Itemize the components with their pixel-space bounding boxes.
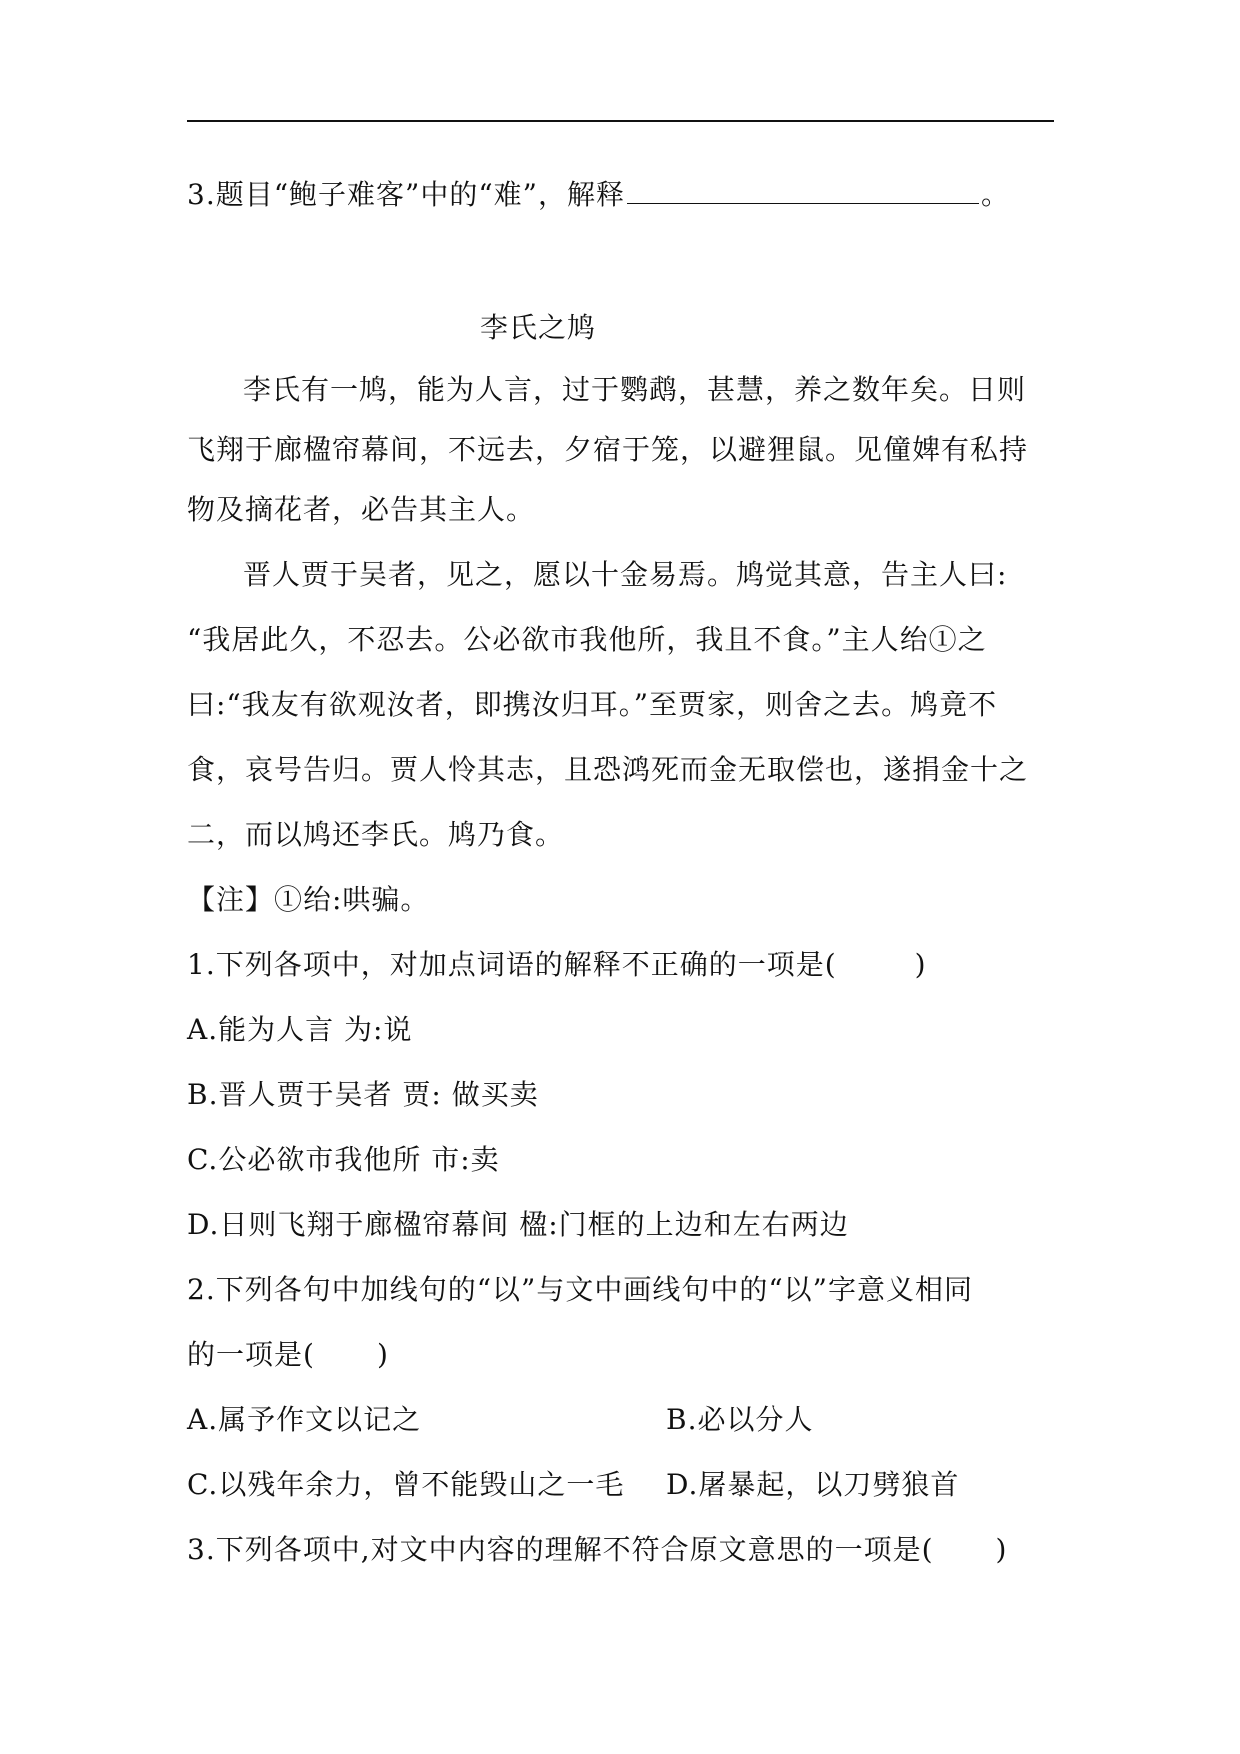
- passage-p2-line5: 二，而以鸠还李氏。鸠乃食。: [187, 818, 565, 851]
- passage-p1-line2: 飞翔于廊楹帘幕间，不远去，夕宿于笼，以避狸鼠。见僮婢有私持: [187, 433, 1029, 466]
- passage-p2-line2: “我居此久，不忍去。公必欲市我他所，我且不食。”主人绐①之: [187, 623, 987, 656]
- question-2-stem-line2: 的一项是( ): [187, 1338, 389, 1371]
- question-2-option-d: D.屠暴起，以刀劈狼首: [666, 1468, 960, 1501]
- answer-blank[interactable]: [627, 177, 979, 204]
- passage-p2-line1: 晋人贾于吴者，见之，愿以十金易焉。鸠觉其意，告主人曰:: [243, 558, 1008, 591]
- question-1-option-c: C.公必欲市我他所 市:卖: [187, 1143, 500, 1176]
- question-2-option-c: C.以残年余力，曾不能毁山之一毛: [187, 1468, 625, 1501]
- question-1-option-d: D.日则飞翔于廊楹帘幕间 楹:门框的上边和左右两边: [187, 1208, 849, 1241]
- passage-p2-line3: 曰:“我友有欲观汝者，即携汝归耳。”至贾家，则舍之去。鸠竟不: [187, 688, 998, 721]
- question-3-previous: 3.题目“鲍子难客”中的“难”，解释 。: [187, 178, 1010, 211]
- passage-note: 【注】①绐:哄骗。: [187, 883, 430, 916]
- header-rule: [187, 120, 1054, 122]
- passage-title: 李氏之鸠: [480, 311, 597, 344]
- question-3-stem: 3.下列各项中,对文中内容的理解不符合原文意思的一项是( ): [187, 1533, 1008, 1566]
- passage-p1-line1: 李氏有一鸠，能为人言，过于鹦鹉，甚慧，养之数年矣。日则: [243, 373, 1027, 406]
- question-2-option-a: A.属予作文以记之: [187, 1403, 422, 1436]
- passage-p1-line3: 物及摘花者，必告其主人。: [187, 493, 536, 526]
- question-2-stem-line1: 2.下列各句中加线句的“以”与文中画线句中的“以”字意义相同: [187, 1273, 973, 1306]
- passage-p2-line4: 食，哀号告归。贾人怜其志，且恐鸿死而金无取偿也，遂捐金十之: [187, 753, 1029, 786]
- question-1-option-b: B.晋人贾于吴者 贾: 做买卖: [187, 1078, 539, 1111]
- question-1-option-a: A.能为人言 为:说: [187, 1013, 413, 1046]
- question-1-stem: 1.下列各项中，对加点词语的解释不正确的一项是( ): [187, 948, 927, 981]
- question-2-option-b: B.必以分人: [666, 1403, 814, 1436]
